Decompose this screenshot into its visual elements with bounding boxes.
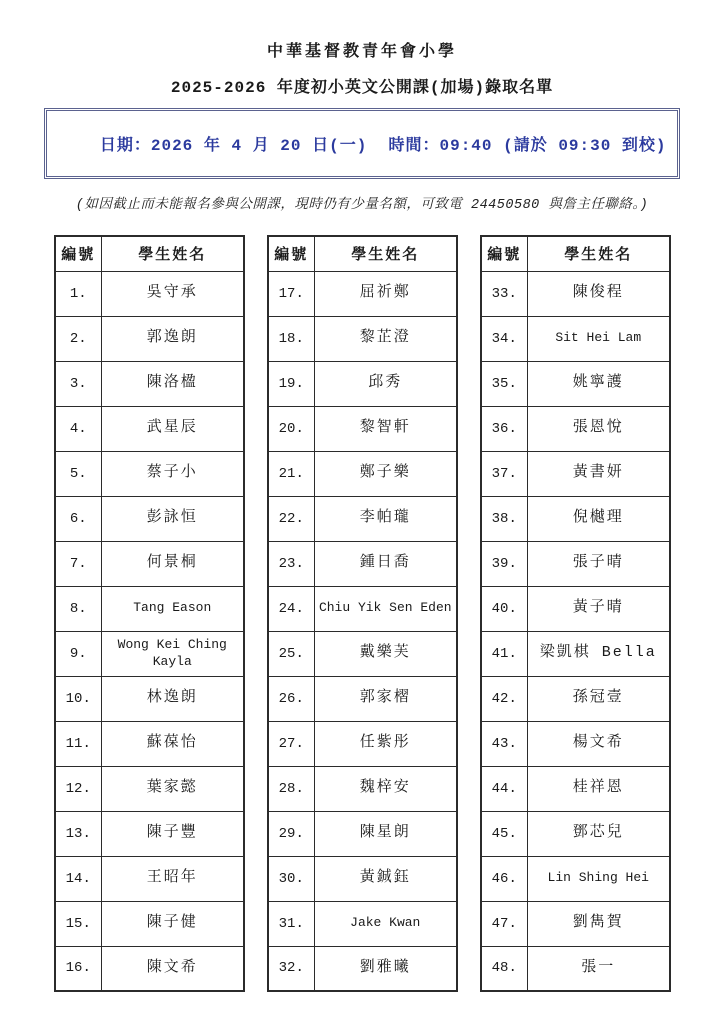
school-name: 中華基督教青年會小學 xyxy=(266,43,457,61)
student-name-cell: 黃書妍 xyxy=(528,451,670,496)
table-row xyxy=(55,316,244,361)
student-name-cell: 邱秀 xyxy=(315,361,457,406)
date-time-text: 日期：2026 年 4 月 20 日(一) 時間：09:40 (請於 09:30 到校) xyxy=(99,137,667,155)
date-time-box xyxy=(44,108,679,179)
table-row xyxy=(481,496,670,541)
student-name-cell: Wong Kei Ching Kayla xyxy=(102,631,244,676)
column-header-number: 編號 xyxy=(481,236,528,271)
table-row xyxy=(481,901,670,946)
table-row xyxy=(481,586,670,631)
row-number-cell: 38. xyxy=(481,496,528,541)
student-name-cell: 李帕瓏 xyxy=(315,496,457,541)
student-name-cell: 黎芷澄 xyxy=(315,316,457,361)
student-name-cell: 蘇葆怡 xyxy=(102,721,244,766)
student-name-cell: 林逸朗 xyxy=(102,676,244,721)
table-row xyxy=(481,316,670,361)
row-number-cell: 3. xyxy=(55,361,102,406)
table-row xyxy=(55,811,244,856)
row-number-cell: 41. xyxy=(481,631,528,676)
table-row xyxy=(268,901,457,946)
header-row xyxy=(268,236,457,271)
table-row xyxy=(55,901,244,946)
table-row xyxy=(268,496,457,541)
header-row xyxy=(55,236,244,271)
table-row xyxy=(55,271,244,316)
table-row xyxy=(268,721,457,766)
student-name-cell: 孫冠壹 xyxy=(528,676,670,721)
table-row xyxy=(268,586,457,631)
row-number-cell: 44. xyxy=(481,766,528,811)
table-row xyxy=(268,316,457,361)
table-row xyxy=(481,361,670,406)
row-number-cell: 47. xyxy=(481,901,528,946)
roster-table-1 xyxy=(54,235,245,992)
student-name-cell: 陳洛楹 xyxy=(102,361,244,406)
student-name-cell: Sit Hei Lam xyxy=(528,316,670,361)
table-row xyxy=(481,721,670,766)
row-number-cell: 43. xyxy=(481,721,528,766)
row-number-cell: 25. xyxy=(268,631,315,676)
student-name-cell: 何景桐 xyxy=(102,541,244,586)
table-body xyxy=(268,271,457,991)
student-name-cell: 蔡子小 xyxy=(102,451,244,496)
student-name-cell: 任紫彤 xyxy=(315,721,457,766)
student-name-cell: 劉雅曦 xyxy=(315,946,457,991)
row-number-cell: 15. xyxy=(55,901,102,946)
row-number-cell: 36. xyxy=(481,406,528,451)
row-number-cell: 33. xyxy=(481,271,528,316)
roster-table-3 xyxy=(480,235,671,992)
student-name-cell: 魏梓安 xyxy=(315,766,457,811)
column-header-name: 學生姓名 xyxy=(315,236,457,271)
row-number-cell: 29. xyxy=(268,811,315,856)
student-name-cell: 陳文希 xyxy=(102,946,244,991)
student-name-cell: 陳子健 xyxy=(102,901,244,946)
student-name-cell: 彭詠恒 xyxy=(102,496,244,541)
student-name-cell: 黃子晴 xyxy=(528,586,670,631)
row-number-cell: 20. xyxy=(268,406,315,451)
table-row xyxy=(268,766,457,811)
table-row xyxy=(268,811,457,856)
student-name-cell: 黃鋮鈺 xyxy=(315,856,457,901)
student-name-cell: 陳星朗 xyxy=(315,811,457,856)
table-row xyxy=(268,676,457,721)
row-number-cell: 4. xyxy=(55,406,102,451)
student-name-cell: 張子晴 xyxy=(528,541,670,586)
row-number-cell: 30. xyxy=(268,856,315,901)
table-row xyxy=(55,676,244,721)
table-row xyxy=(55,631,244,676)
student-name-cell: 姚寧護 xyxy=(528,361,670,406)
table-row xyxy=(55,541,244,586)
student-name-cell: 倪樾理 xyxy=(528,496,670,541)
table-row xyxy=(268,856,457,901)
column-header-name: 學生姓名 xyxy=(102,236,244,271)
student-name-cell: Lin Shing Hei xyxy=(528,856,670,901)
table-body xyxy=(55,271,244,991)
row-number-cell: 12. xyxy=(55,766,102,811)
row-number-cell: 22. xyxy=(268,496,315,541)
column-header-number: 編號 xyxy=(55,236,102,271)
row-number-cell: 1. xyxy=(55,271,102,316)
student-name-cell: 陳俊程 xyxy=(528,271,670,316)
row-number-cell: 19. xyxy=(268,361,315,406)
table-row xyxy=(268,541,457,586)
row-number-cell: 2. xyxy=(55,316,102,361)
student-name-cell: 鄧芯兒 xyxy=(528,811,670,856)
student-name-cell: 武星辰 xyxy=(102,406,244,451)
table-row xyxy=(55,586,244,631)
table-row xyxy=(481,541,670,586)
list-title: 2025-2026 年度初小英文公開課(加場)錄取名單 xyxy=(170,79,554,97)
table-row xyxy=(481,946,670,991)
table-row xyxy=(268,946,457,991)
student-name-cell: Jake Kwan xyxy=(315,901,457,946)
header-row xyxy=(481,236,670,271)
row-number-cell: 27. xyxy=(268,721,315,766)
student-name-cell: 鍾日喬 xyxy=(315,541,457,586)
row-number-cell: 37. xyxy=(481,451,528,496)
student-name-cell: 葉家懿 xyxy=(102,766,244,811)
column-header-name: 學生姓名 xyxy=(528,236,670,271)
student-name-cell: 吳守承 xyxy=(102,271,244,316)
roster-table-2 xyxy=(267,235,458,992)
table-body xyxy=(481,271,670,991)
table-row xyxy=(481,811,670,856)
row-number-cell: 10. xyxy=(55,676,102,721)
student-name-cell: 楊文希 xyxy=(528,721,670,766)
table-row xyxy=(268,406,457,451)
student-name-cell: 張一 xyxy=(528,946,670,991)
row-number-cell: 16. xyxy=(55,946,102,991)
table-row xyxy=(55,406,244,451)
student-name-cell: 張恩悅 xyxy=(528,406,670,451)
row-number-cell: 45. xyxy=(481,811,528,856)
student-name-cell: 劉雋賀 xyxy=(528,901,670,946)
row-number-cell: 34. xyxy=(481,316,528,361)
row-number-cell: 35. xyxy=(481,361,528,406)
student-name-cell: 王昭年 xyxy=(102,856,244,901)
row-number-cell: 6. xyxy=(55,496,102,541)
contact-note: (如因截止而未能報名參與公開課，現時仍有少量名額，可致電 24450580 與詹主任聯絡。) xyxy=(75,198,649,213)
table-row xyxy=(481,631,670,676)
table-row xyxy=(481,451,670,496)
student-name-cell: Chiu Yik Sen Eden xyxy=(315,586,457,631)
table-row xyxy=(55,946,244,991)
table-row xyxy=(268,271,457,316)
row-number-cell: 8. xyxy=(55,586,102,631)
table-row xyxy=(481,676,670,721)
table-row xyxy=(55,721,244,766)
student-name-cell: 桂祥恩 xyxy=(528,766,670,811)
row-number-cell: 13. xyxy=(55,811,102,856)
row-number-cell: 24. xyxy=(268,586,315,631)
row-number-cell: 39. xyxy=(481,541,528,586)
row-number-cell: 42. xyxy=(481,676,528,721)
row-number-cell: 5. xyxy=(55,451,102,496)
table-row xyxy=(481,766,670,811)
row-number-cell: 23. xyxy=(268,541,315,586)
student-name-cell: 郭逸朗 xyxy=(102,316,244,361)
student-name-cell: 鄭子樂 xyxy=(315,451,457,496)
student-name-cell: Tang Eason xyxy=(102,586,244,631)
row-number-cell: 11. xyxy=(55,721,102,766)
row-number-cell: 40. xyxy=(481,586,528,631)
column-header-number: 編號 xyxy=(268,236,315,271)
row-number-cell: 17. xyxy=(268,271,315,316)
student-name-cell: 梁凱棋 Bella xyxy=(528,631,670,676)
table-row xyxy=(55,766,244,811)
row-number-cell: 9. xyxy=(55,631,102,676)
row-number-cell: 32. xyxy=(268,946,315,991)
table-row xyxy=(268,631,457,676)
table-row xyxy=(55,496,244,541)
table-row xyxy=(55,451,244,496)
row-number-cell: 18. xyxy=(268,316,315,361)
student-name-cell: 陳子豐 xyxy=(102,811,244,856)
table-row xyxy=(481,271,670,316)
table-row xyxy=(481,406,670,451)
student-name-cell: 郭家槢 xyxy=(315,676,457,721)
student-name-cell: 戴樂芙 xyxy=(315,631,457,676)
row-number-cell: 46. xyxy=(481,856,528,901)
student-tables xyxy=(0,235,724,992)
row-number-cell: 14. xyxy=(55,856,102,901)
table-row xyxy=(268,361,457,406)
table-row xyxy=(481,856,670,901)
table-row xyxy=(55,361,244,406)
row-number-cell: 48. xyxy=(481,946,528,991)
row-number-cell: 21. xyxy=(268,451,315,496)
table-row xyxy=(268,451,457,496)
student-name-cell: 黎智軒 xyxy=(315,406,457,451)
table-row xyxy=(55,856,244,901)
student-name-cell: 屈祈鄭 xyxy=(315,271,457,316)
row-number-cell: 31. xyxy=(268,901,315,946)
row-number-cell: 26. xyxy=(268,676,315,721)
row-number-cell: 28. xyxy=(268,766,315,811)
row-number-cell: 7. xyxy=(55,541,102,586)
